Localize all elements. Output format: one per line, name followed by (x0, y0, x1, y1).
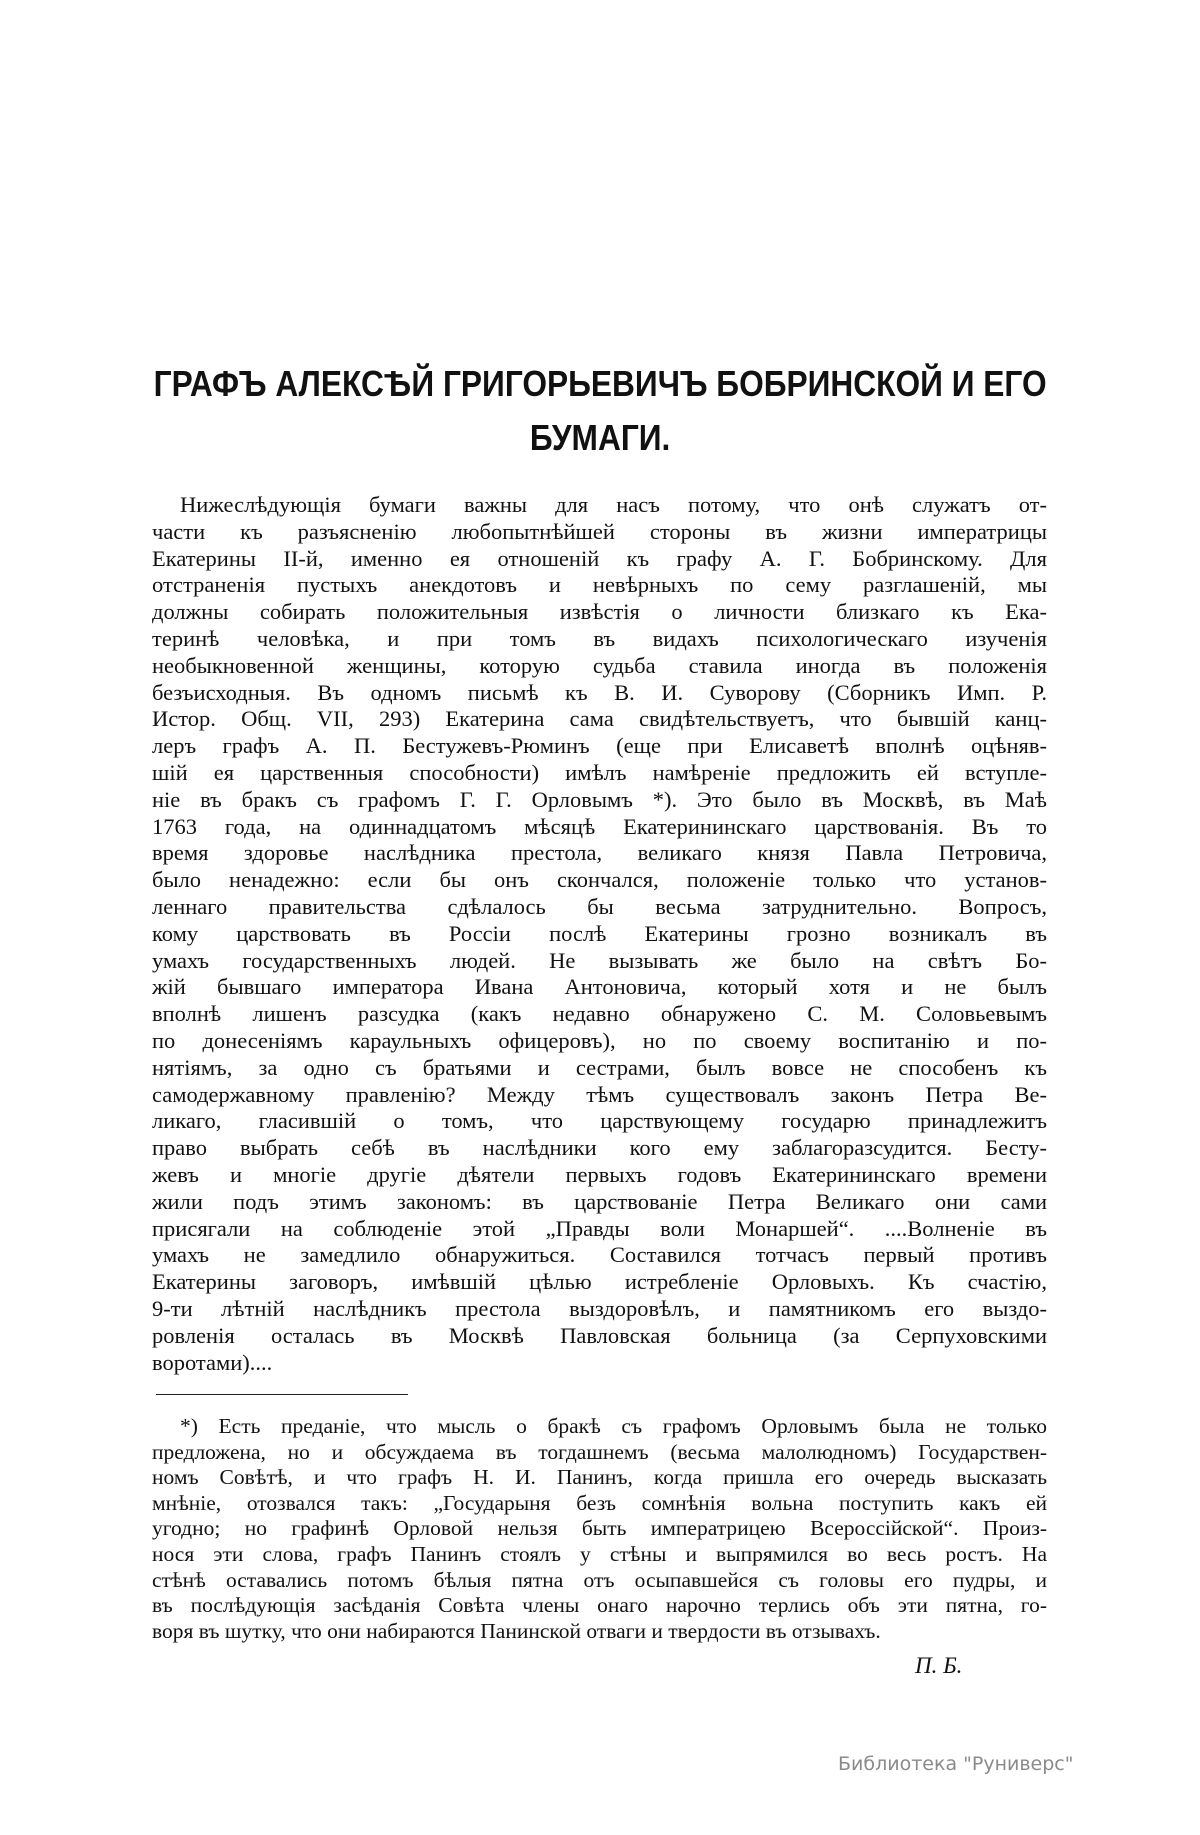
body-text-line: Екатерины заговоръ, имѣвшій цѣлью истребленіе Орловыхъ. Къ счастію, (152, 1269, 1047, 1295)
body-text-line: умахъ государственныхъ людей. Не вызывать же было на свѣтъ Бо- (152, 947, 1047, 973)
footnote (152, 1414, 1047, 1644)
body-text-line: ровленія осталась въ Москвѣ Павловская больница (за Серпуховскими (152, 1322, 1047, 1348)
body-text-line: теринѣ человѣка, и при томъ въ видахъ психологическаго изученія (152, 625, 1047, 651)
article-title-line-2: БУМАГИ. (529, 417, 671, 458)
body-text-line: жили подъ этимъ закономъ: въ царствованіе Петра Великаго они сами (152, 1188, 1047, 1214)
body-text-line: время здоровье наслѣдника престола, великаго князя Павла Петровича, (152, 840, 1047, 866)
footnote-text-line: номъ Совѣтѣ, и что графъ Н. И. Панинъ, когда пришла его очередь высказать (152, 1465, 1047, 1490)
body-text-line: ликаго, гласившій о томъ, что царствующему государю принадлежитъ (152, 1108, 1047, 1134)
body-text-line: самодержавному правленію? Между тѣмъ существовалъ законъ Петра Ве- (152, 1081, 1047, 1107)
footnote-text-line: стѣнѣ оставались потомъ бѣлыя пятна отъ осыпавшейся съ головы его пудры, и (152, 1567, 1047, 1592)
body-text-line: ніе въ бракъ съ графомъ Г. Г. Орловымъ *). Это было въ Москвѣ, въ Маѣ (152, 786, 1047, 812)
signature: П. Б. (915, 1653, 963, 1678)
body-text-line: вполнѣ лишенъ разсудка (какъ недавно обнаружено С. М. Соловьевымъ (152, 1001, 1047, 1027)
body-text-line: части къ разъясненію любопытнѣйшей стороны въ жизни императрицы (152, 518, 1047, 544)
body-text-line: должны собирать положительныя извѣстія о личности близкаго къ Ека- (152, 599, 1047, 625)
body-text-line: умахъ не замедлило обнаружиться. Составился тотчасъ первый противъ (152, 1242, 1047, 1268)
body-text-line: Екатерины II-й, именно ея отношеній къ графу А. Г. Бобринскому. Для (152, 545, 1047, 571)
article-title-line-1: ГРАФЪ АЛЕКСѢЙ ГРИГОРЬЕВИЧЪ БОБРИНСКОЙ И ЕГО (153, 363, 1047, 404)
body-text-line: воротами).... (152, 1349, 273, 1375)
footnote-text-line: *) Есть преданіе, что мысль о бракѣ съ графомъ Орловымъ была не только (180, 1414, 1047, 1438)
body-text-line: Истор. Общ. VII, 293) Екатерина сама свидѣтельствуетъ, что бывшій канц- (152, 706, 1047, 732)
footnote-text-line: мнѣніе, отозвался такъ: „Государыня безъ сомнѣнія вольна поступить какъ ей (152, 1490, 1047, 1515)
body-text-line: необыкновенной женщины, которую судьба ставила иногда въ положенія (152, 652, 1047, 678)
body-text-line: леръ графъ А. П. Бестужевъ-Рюминъ (еще при Елисаветѣ вполнѣ оцѣняв- (152, 733, 1047, 759)
body-text-line: Нижеслѣдующія бумаги важны для насъ потому, что онѣ служатъ от- (180, 492, 1047, 517)
body-text-line: право выбрать себѣ въ наслѣдники кого ему заблагоразсудится. Бесту- (152, 1135, 1047, 1161)
body-text-line: 9-ти лѣтній наслѣдникъ престола выздоровѣлъ, и памятникомъ его выздо- (152, 1295, 1047, 1321)
body-text-line: кому царствовать въ Россіи послѣ Екатерины грозно возникалъ въ (152, 920, 1047, 946)
body-text-line: жевъ и многіе другіе дѣятели первыхъ годовъ Екатерининскаго времени (152, 1161, 1047, 1187)
footnote-text-line: нося эти слова, графъ Панинъ стоялъ у стѣны и выпрямился во весь ростъ. На (152, 1541, 1047, 1566)
body-text-line: по донесеніямъ караульныхъ офицеровъ), но по своему воспитанію и по- (152, 1027, 1047, 1053)
body-text-line: леннаго правительства сдѣлалось бы весьма затруднительно. Вопросъ, (152, 893, 1047, 919)
footnote-text-line: въ послѣдующія засѣданія Совѣта члены онаго нарочно терлись объ эти пятна, го- (152, 1593, 1047, 1618)
body-text-line: отстраненія пустыхъ анекдотовъ и невѣрныхъ по сему разглашеній, мы (152, 572, 1047, 598)
article-body (152, 492, 1047, 1376)
body-text-line: 1763 года, на одиннадцатомъ мѣсяцѣ Екатерининскаго царствованія. Въ то (152, 813, 1047, 839)
body-text-line: было ненадежно: если бы онъ скончался, положеніе только что установ- (152, 867, 1047, 893)
body-text-line: жій бывшаго императора Ивана Антоновича, который хотя и не былъ (152, 974, 1047, 1000)
footnote-text-line: предложена, но и обсуждаема въ тогдашнемъ (весьма малолюдномъ) Государствен- (152, 1439, 1047, 1464)
body-text-line: присягали на соблюденіе этой „Правды воли Монаршей“. ....Волненіе въ (152, 1215, 1047, 1241)
body-text-line: безъисходныя. Въ одномъ письмѣ къ В. И. Суворову (Сборникъ Имп. Р. (152, 679, 1047, 705)
footnote-divider (156, 1394, 408, 1395)
library-watermark: Библиотека "Руниверс" (838, 1753, 1074, 1775)
body-text-line: шій ея царственныя способности) имѣлъ намѣреніе предложить ей вступле- (152, 759, 1047, 785)
footnote-text-line: воря въ шутку, что они набираются Панинской отваги и твердости въ отзывахъ. (152, 1618, 881, 1643)
body-text-line: нятіямъ, за одно съ братьями и сестрами, былъ вовсе не способенъ къ (152, 1054, 1047, 1080)
footnote-text-line: угодно; но графинѣ Орловой нельзя быть императрицею Всероссійской“. Произ- (152, 1516, 1047, 1541)
